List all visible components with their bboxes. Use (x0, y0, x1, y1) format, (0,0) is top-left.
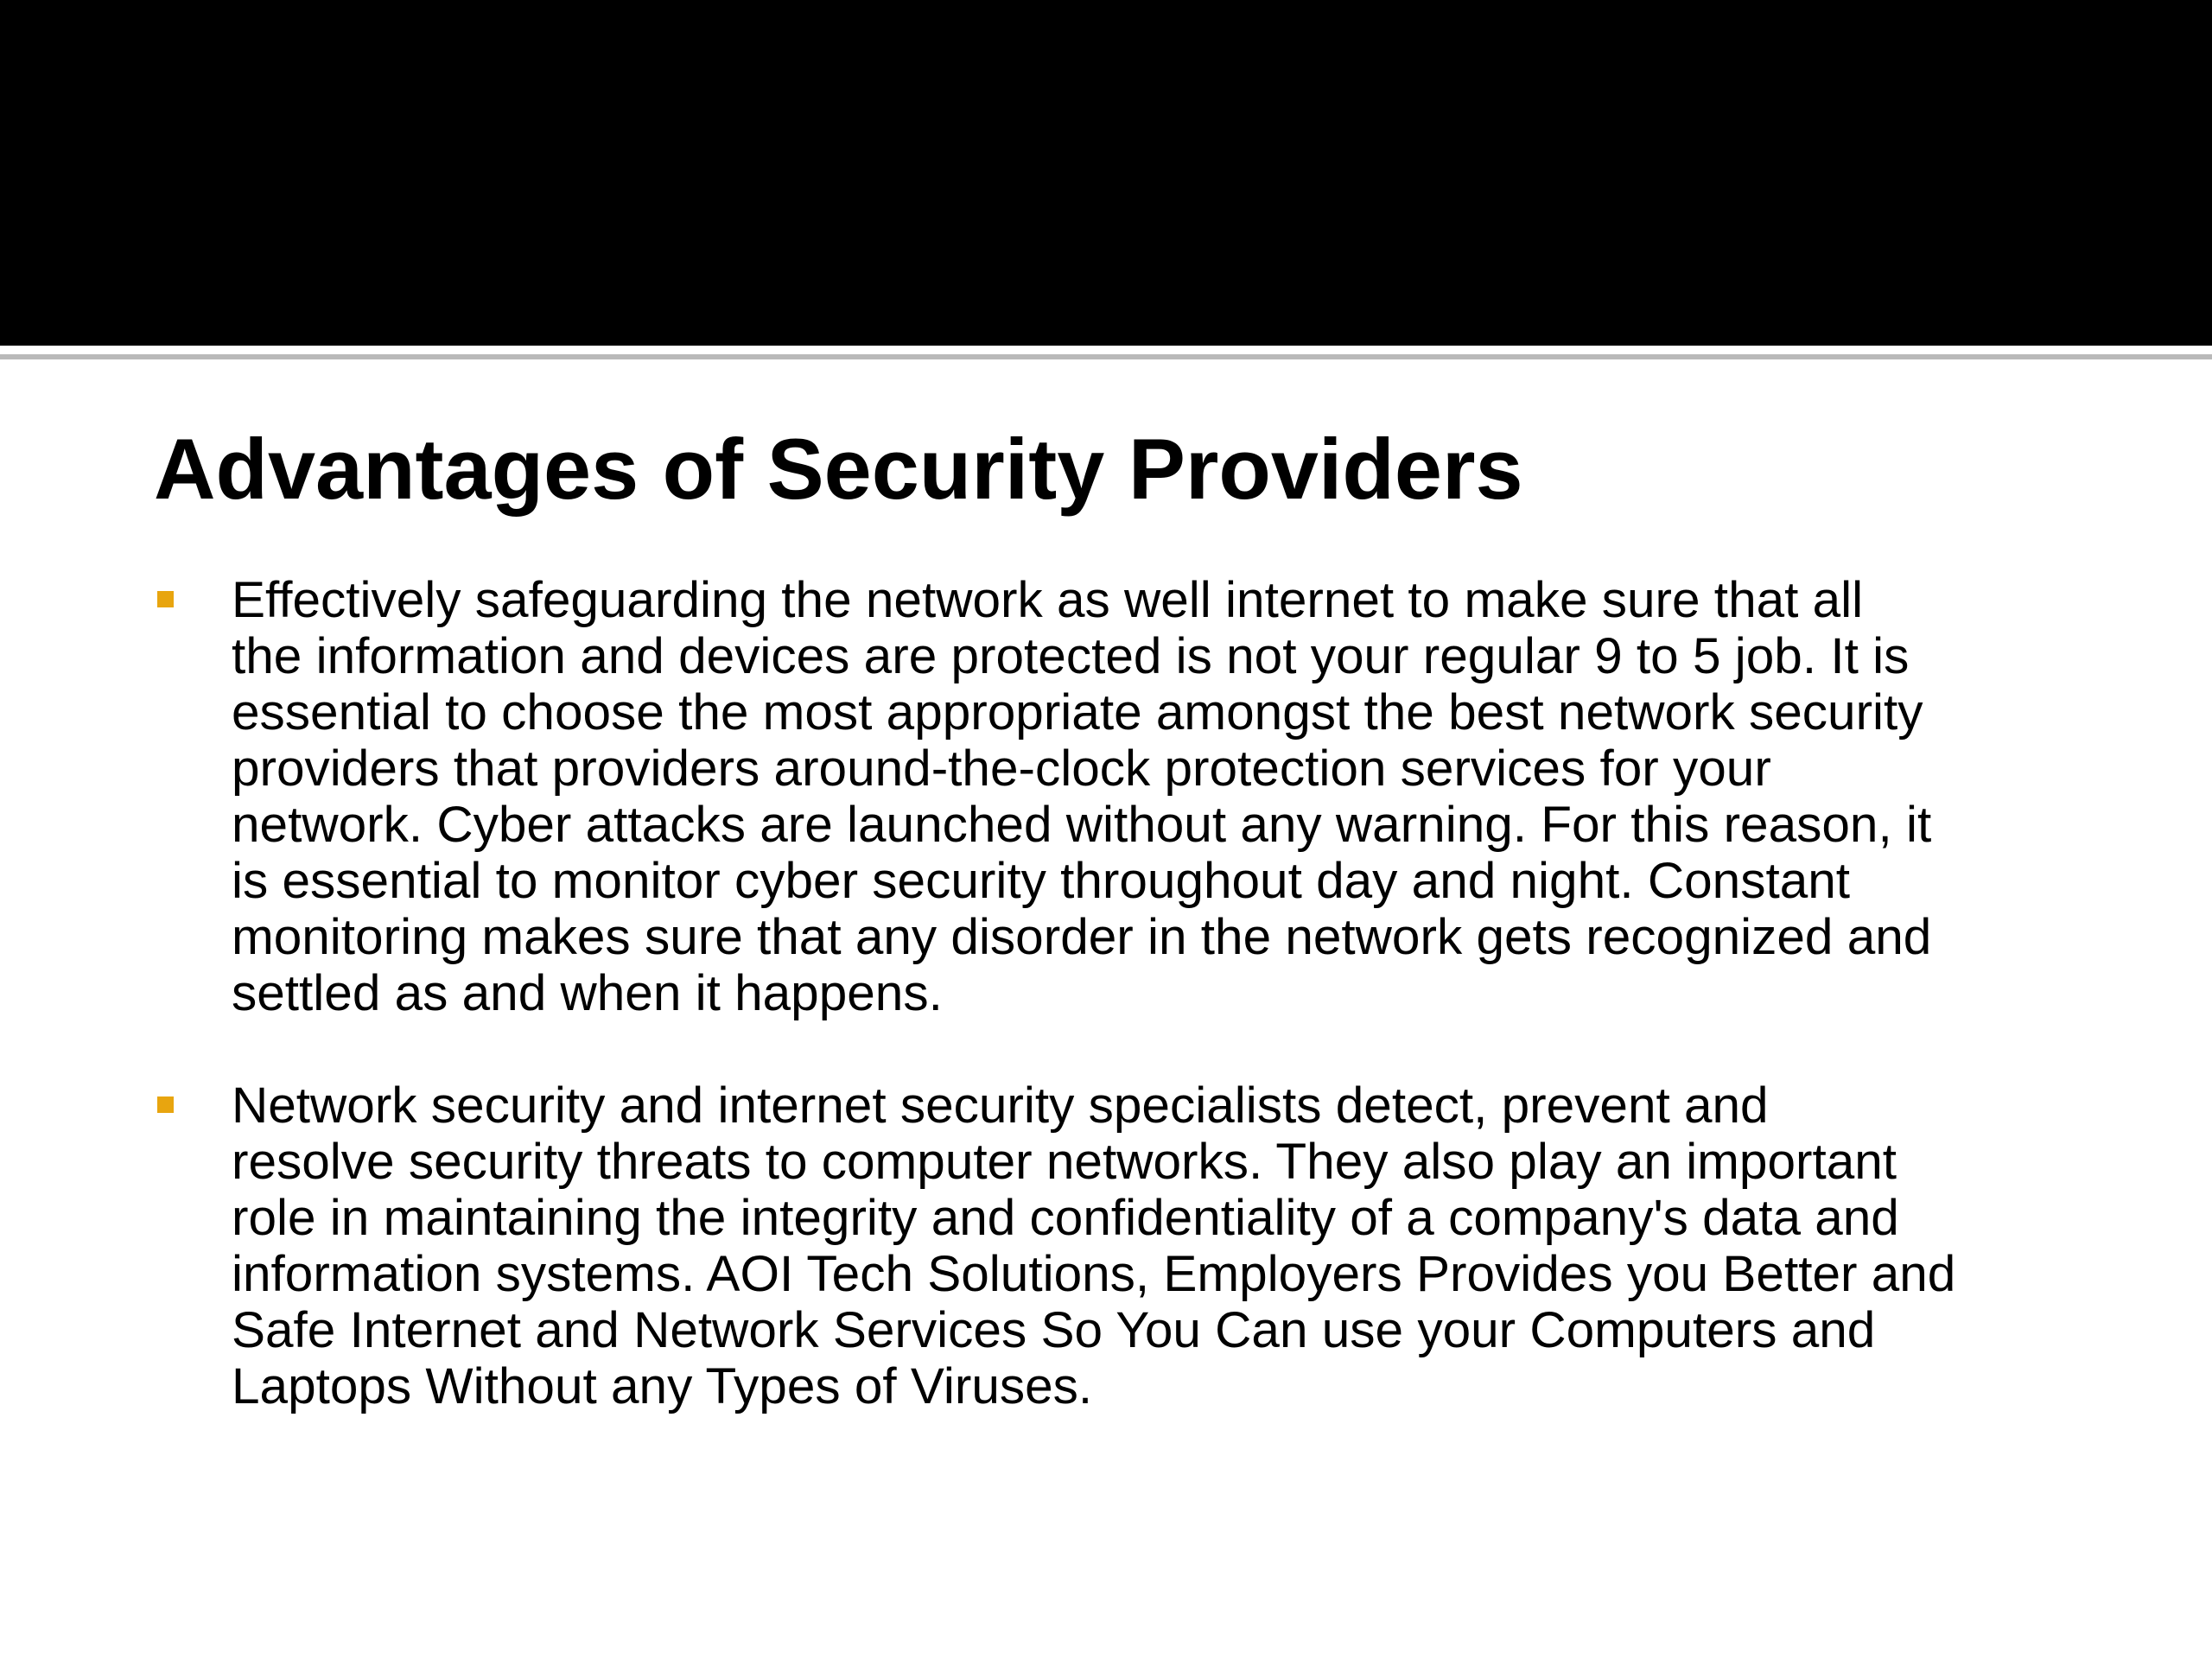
square-bullet-icon (157, 1096, 174, 1113)
slide-title: Advantages of Security Providers (154, 421, 1523, 517)
square-bullet-icon (157, 591, 174, 607)
bullet-text: Effectively safeguarding the network as well internet to make sure that all the information and devices are protected is not your regular 9 to 5 job. It is essential to choose the most appropriate amongst the best network security providers that providers around-the-clock protection services for your network. Cyber attacks are launched without any warning. For this reason, it is essential to monitor cyber security throughout day and night. Constant monitoring makes sure that any disorder in the network gets recognized and settled as and when it happens. (232, 572, 1932, 1021)
header-divider (0, 354, 2212, 359)
header-band (0, 0, 2212, 346)
bullet-text: Network security and internet security specialists detect, prevent and resolve security threats to computer networks. They also play an important role in maintaining the integrity and confidentiality of a company's data and information systems. AOI Tech Solutions, Employers Provides you Better and Safe Internet and Network Services So You Can use your Computers and Laptops Without any Types of Viruses. (232, 1077, 1956, 1414)
